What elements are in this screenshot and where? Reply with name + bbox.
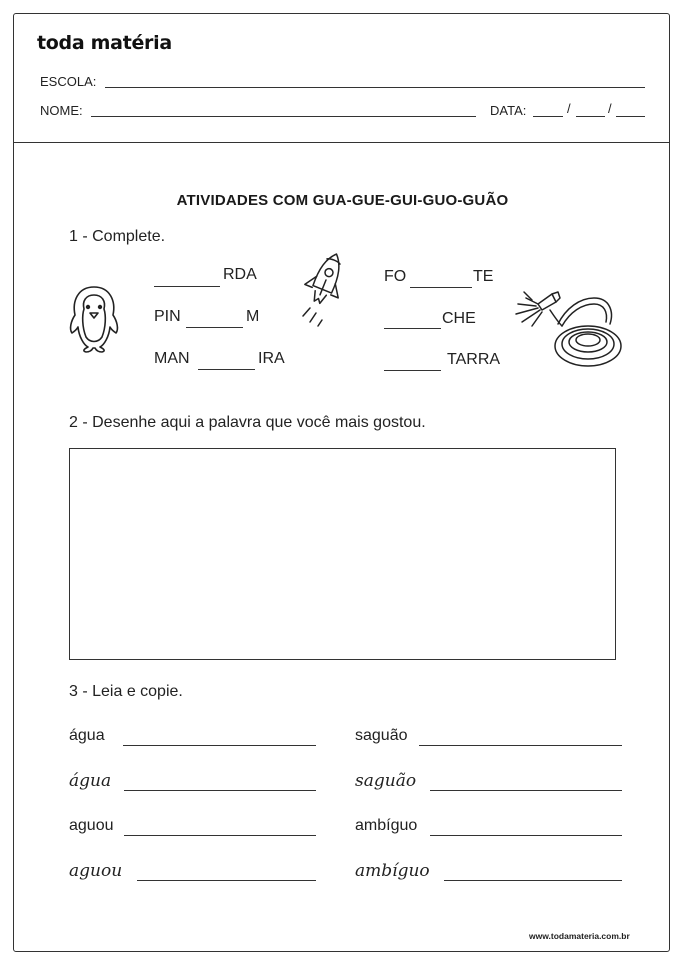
blank-line[interactable]	[154, 286, 220, 287]
word-print: saguão	[355, 727, 408, 744]
word-cursive: aguou	[69, 861, 123, 881]
date-month-field[interactable]	[576, 116, 605, 117]
name-field[interactable]	[91, 116, 476, 117]
word-prefix: PIN	[154, 308, 181, 325]
copy-line[interactable]	[430, 835, 622, 836]
question-1: 1 - Complete.	[69, 228, 166, 245]
blank-line[interactable]	[410, 287, 472, 288]
date-separator: /	[608, 101, 612, 116]
blank-line[interactable]	[198, 369, 255, 370]
blank-line[interactable]	[186, 327, 243, 328]
blank-line[interactable]	[384, 328, 441, 329]
word-suffix: M	[246, 308, 260, 325]
word-print: água	[69, 727, 105, 744]
copy-line[interactable]	[124, 835, 316, 836]
word-suffix: TE	[473, 268, 494, 285]
word-prefix: FO	[384, 268, 407, 285]
school-label: ESCOLA:	[40, 74, 97, 89]
word-suffix: IRA	[258, 350, 285, 367]
copy-line[interactable]	[123, 745, 316, 746]
copy-line[interactable]	[419, 745, 622, 746]
header-divider	[13, 142, 670, 143]
word-suffix: CHE	[442, 310, 476, 327]
hose-icon	[502, 282, 626, 372]
word-suffix: RDA	[223, 266, 257, 283]
date-separator: /	[567, 101, 571, 116]
copy-line[interactable]	[430, 790, 622, 791]
date-label: DATA:	[490, 103, 527, 118]
date-year-field[interactable]	[616, 116, 645, 117]
word-suffix: TARRA	[447, 351, 501, 368]
logo: toda matéria	[37, 32, 172, 54]
word-prefix: MAN	[154, 350, 190, 367]
copy-line[interactable]	[444, 880, 622, 881]
drawing-area[interactable]	[69, 448, 616, 660]
word-cursive: saguão	[355, 771, 417, 791]
date-day-field[interactable]	[533, 116, 563, 117]
question-2: 2 - Desenhe aqui a palavra que você mais gostou.	[69, 414, 426, 431]
word-print: ambíguo	[355, 817, 418, 834]
blank-line[interactable]	[384, 370, 441, 371]
copy-line[interactable]	[137, 880, 316, 881]
word-cursive: ambíguo	[355, 861, 430, 881]
rocket-icon	[296, 250, 352, 328]
word-print: aguou	[69, 817, 114, 834]
name-label: NOME:	[40, 103, 83, 118]
page-title: ATIVIDADES COM GUA-GUE-GUI-GUO-GUÃO	[176, 192, 509, 209]
footer-url[interactable]: www.todamateria.com.br	[529, 931, 630, 941]
copy-line[interactable]	[124, 790, 316, 791]
school-field[interactable]	[105, 87, 645, 88]
question-3: 3 - Leia e copie.	[69, 683, 183, 700]
penguin-icon	[66, 283, 122, 355]
word-cursive: água	[69, 771, 112, 791]
